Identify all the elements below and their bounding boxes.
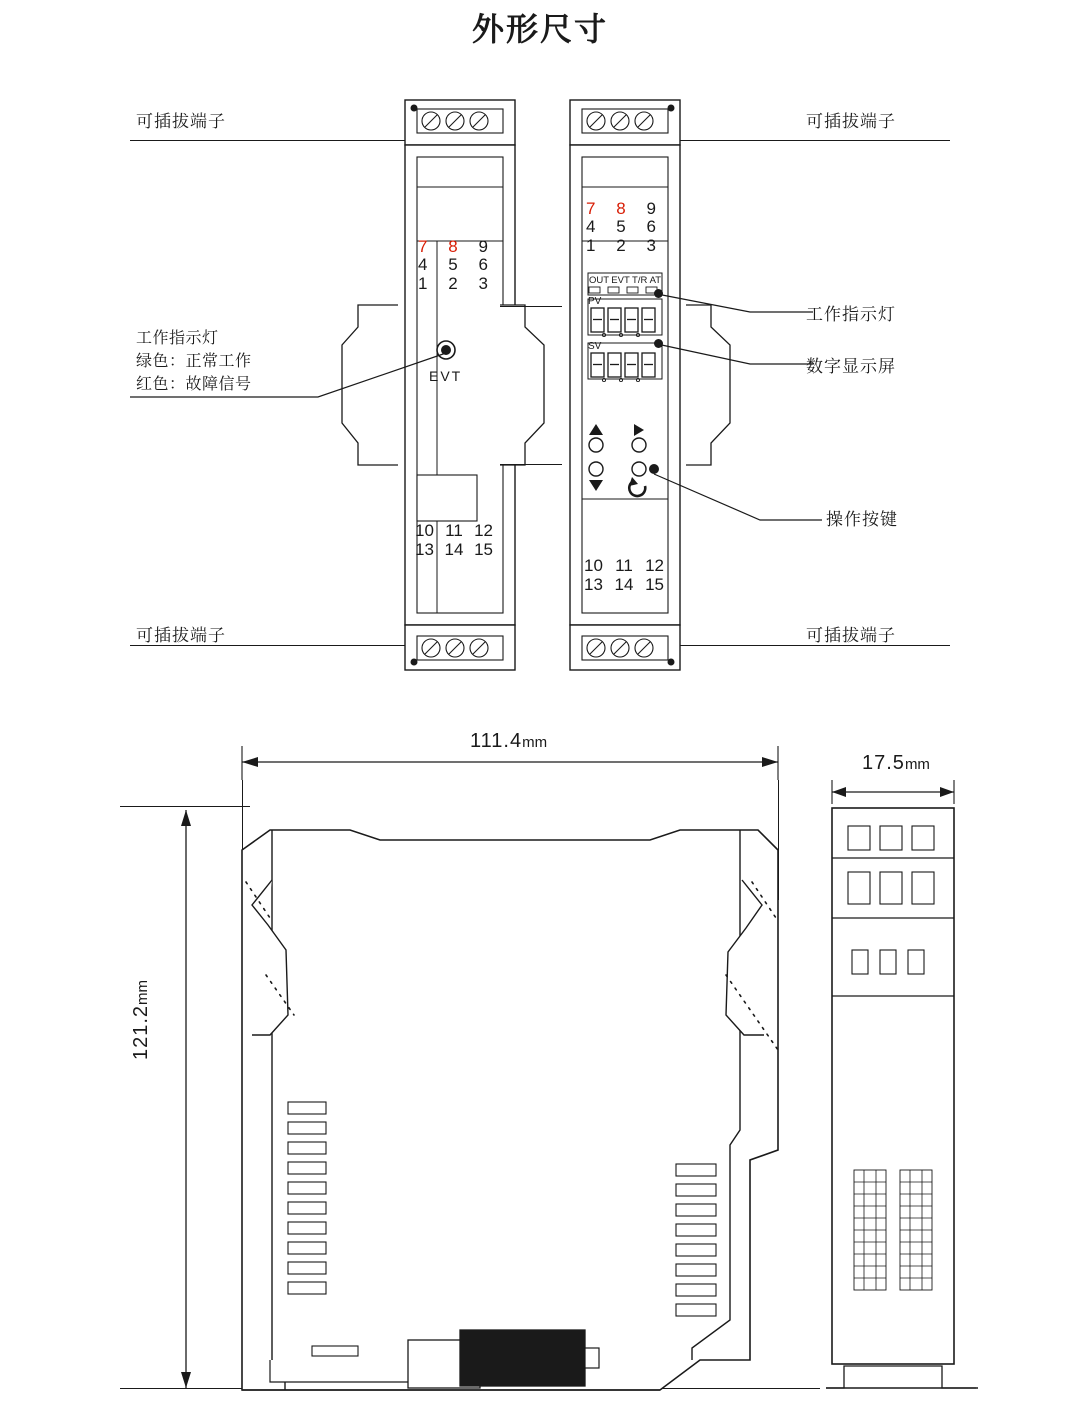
terminal-number: 2	[448, 274, 458, 293]
terminal-number: 5	[616, 217, 626, 236]
label-indicator-left-line1: 工作指示灯	[136, 330, 219, 347]
terminal-number: 10	[415, 521, 434, 540]
leader-line-terminal-bottom-right	[660, 645, 950, 646]
label-terminal-top-right: 可插拔端子	[806, 112, 896, 131]
label-terminal-top-left: 可插拔端子	[136, 112, 226, 131]
dimension-arrow-height	[168, 800, 208, 1400]
status-led-label-evt: EVT	[611, 275, 630, 286]
left-arrow-key	[632, 424, 646, 452]
dimension-height-value	[130, 980, 153, 1060]
terminal-number: 13	[415, 540, 434, 559]
device-left-terminal-numbers-top	[418, 238, 488, 293]
leader-line-indicator-left	[128, 345, 448, 405]
device-right-terminal-numbers-top	[586, 200, 656, 255]
leader-line-display-right	[655, 340, 815, 370]
label-indicator-left-line2: 绿色：正常工作	[136, 353, 252, 370]
up-arrow-key	[589, 424, 603, 452]
dimension-depth-number: 17.5	[862, 752, 905, 774]
terminal-number: 4	[586, 217, 596, 236]
dimension-height-number: 121.2	[130, 1004, 152, 1060]
leader-line-terminal-top-left	[130, 140, 420, 141]
leader-line-indicator-right	[655, 290, 815, 320]
terminal-number: 4	[418, 255, 428, 274]
side-profile-drawing	[826, 800, 1006, 1400]
terminal-number: 15	[645, 575, 664, 594]
terminal-number: 13	[584, 575, 603, 594]
dimension-width-unit: mm	[522, 734, 548, 751]
status-led-label-tr: T/R	[632, 275, 648, 286]
status-led-labels	[589, 275, 661, 286]
terminal-number: 7	[586, 199, 596, 218]
terminal-number: 6	[646, 217, 656, 236]
terminal-number: 1	[418, 274, 428, 293]
terminal-number: 3	[646, 236, 656, 255]
down-arrow-key	[589, 462, 603, 491]
terminal-number: 3	[478, 274, 488, 293]
terminal-number: 12	[645, 556, 664, 575]
status-led-indicators	[589, 286, 661, 295]
din-rail-middle	[500, 305, 564, 470]
label-terminal-bottom-right: 可插拔端子	[806, 626, 896, 645]
label-terminal-bottom-left: 可插拔端子	[136, 626, 226, 645]
rail-line-bottom-mid	[500, 464, 562, 465]
dimension-height-unit: mm	[134, 979, 151, 1005]
terminal-number: 11	[445, 521, 463, 540]
label-keys-right: 操作按键	[826, 510, 898, 529]
terminal-number: 1	[586, 236, 596, 255]
terminal-number: 14	[614, 575, 634, 594]
label-indicator-left-line3: 红色：故障信号	[136, 376, 252, 393]
terminal-number: 10	[584, 556, 603, 575]
status-led-label-at: AT	[649, 275, 661, 286]
terminal-number: 14	[444, 540, 464, 559]
terminal-number: 12	[474, 521, 493, 540]
terminal-number: 5	[448, 255, 458, 274]
pv-label: PV	[588, 296, 602, 307]
dimension-width-number: 111.4	[470, 730, 523, 752]
terminal-number: 9	[478, 237, 488, 256]
leader-line-terminal-top-right	[660, 140, 950, 141]
terminal-number: 15	[474, 540, 493, 559]
leader-line-keys-right	[650, 468, 825, 528]
front-profile-drawing	[230, 800, 800, 1400]
terminal-number: 11	[615, 556, 633, 575]
page-title: 外形尺寸	[471, 11, 608, 47]
terminal-number: 7	[418, 237, 428, 256]
terminal-number: 2	[616, 236, 626, 255]
dimension-depth-value	[862, 752, 930, 775]
terminal-number: 8	[616, 199, 626, 218]
din-rail-right	[686, 305, 750, 470]
terminal-number: 6	[478, 255, 488, 274]
label-indicator-right: 工作指示灯	[806, 305, 896, 324]
device-left-terminal-numbers-bottom	[415, 521, 493, 559]
device-right-terminal-numbers-bottom	[584, 556, 664, 594]
evt-led-label: EVT	[429, 368, 463, 384]
status-led-label-out: OUT	[589, 275, 610, 286]
terminal-number: 8	[448, 237, 458, 256]
rail-line-top-mid	[500, 306, 562, 307]
label-display-right: 数字显示屏	[806, 357, 896, 376]
sv-label: SV	[588, 341, 602, 352]
dimension-depth-unit: mm	[904, 756, 930, 773]
dimension-arrow-width	[230, 740, 790, 780]
terminal-number: 9	[646, 199, 656, 218]
